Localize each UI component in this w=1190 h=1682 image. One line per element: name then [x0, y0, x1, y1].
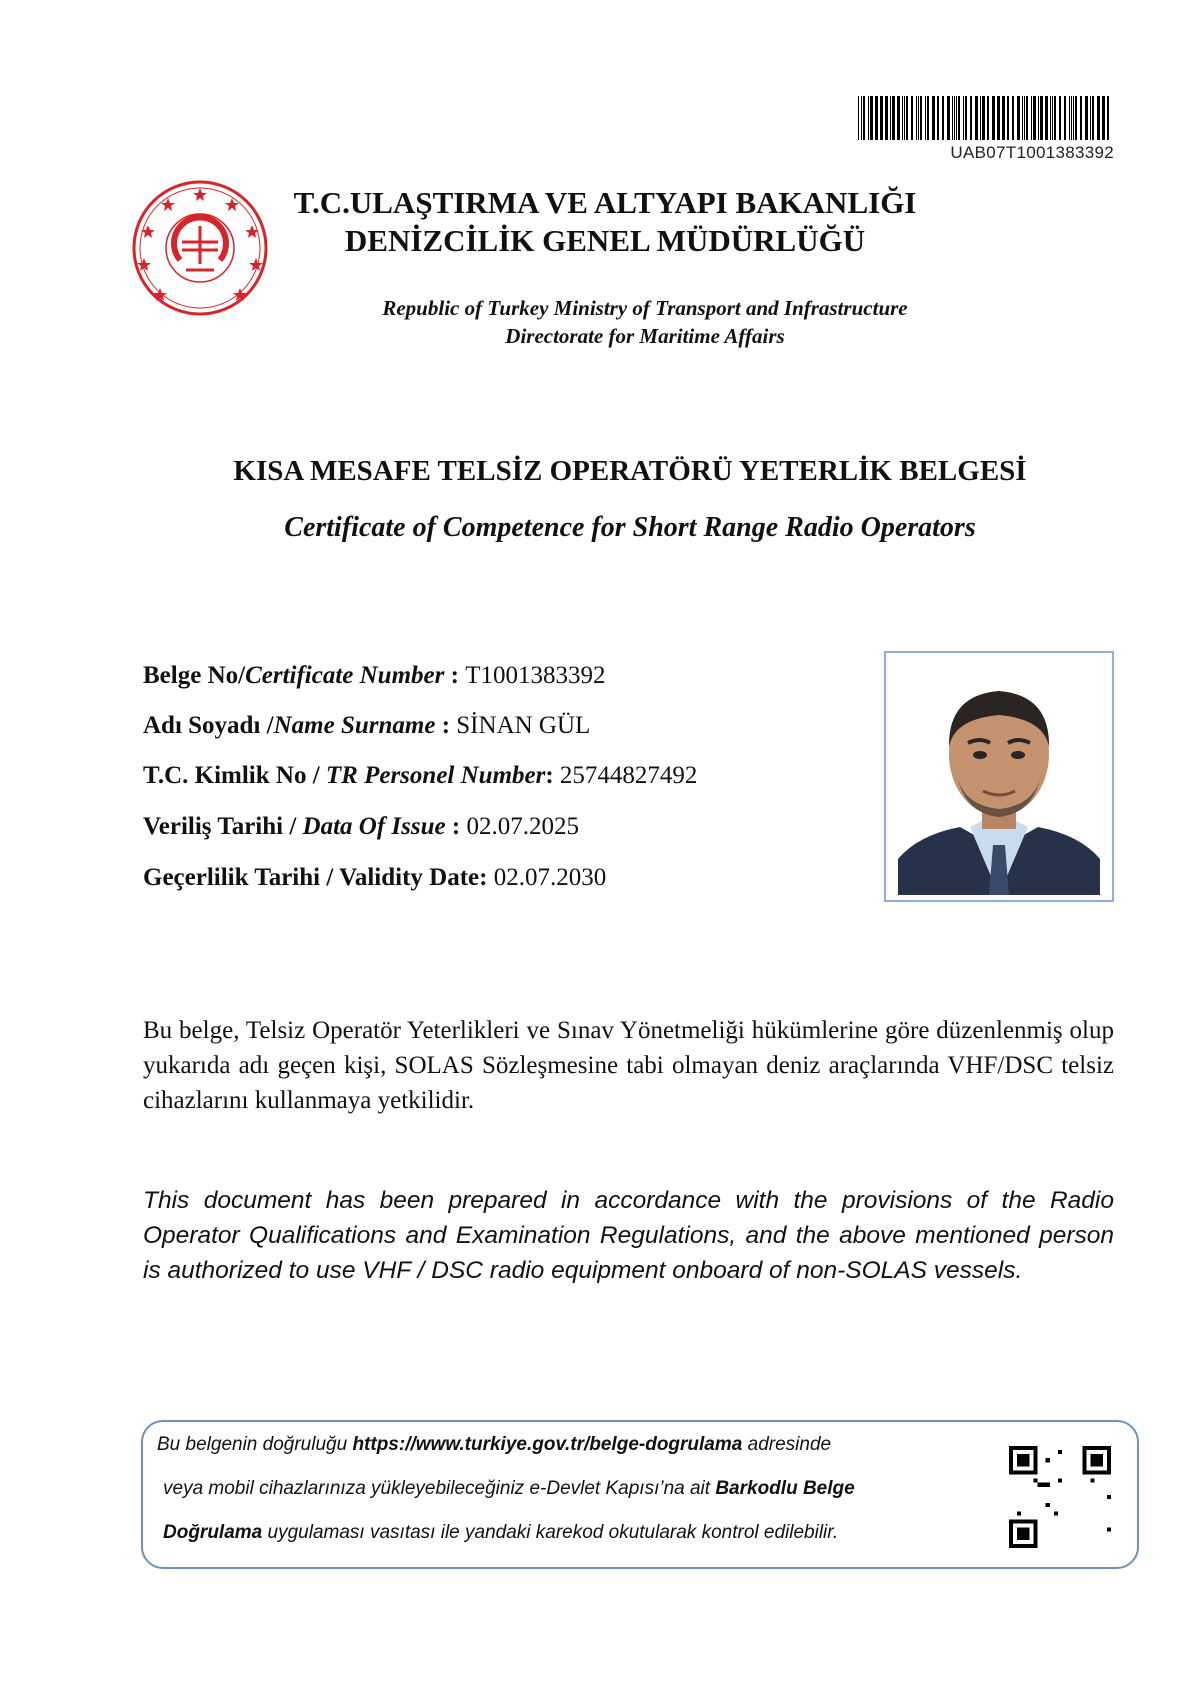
directorate-name-tr: DENİZCİLİK GENEL MÜDÜRLÜĞÜ: [344, 223, 866, 258]
field-name-surname: Adı Soyadı /Name Surname : SİNAN GÜL: [143, 712, 591, 739]
verification-line-1: Bu belgenin doğruluğu https://www.turkiye.gov.tr/belge-dogrulama adresinde: [157, 1434, 832, 1455]
barcode-image: [858, 96, 1114, 144]
verification-line-3: Doğrulama uygulaması vasıtası ile yandaki karekod okutularak kontrol edilebilir.: [163, 1522, 839, 1543]
verification-url-link[interactable]: https://www.turkiye.gov.tr/belge-dogrulama: [352, 1434, 743, 1455]
verification-box: [141, 1420, 1139, 1569]
statement-text-tr: Bu belge, Telsiz Operatör Yeterlikleri ve Sınav Yönetmeliği hükümlerine göre düzenlenmiş olup yukarıda adı geçen kişi, SOLAS Sözleşmesine tabi olmayan deniz araçlarında VHF/DSC telsiz cihazlarını kullanmaya yetkilidir.: [143, 1017, 1114, 1114]
certificate-title-tr: KISA MESAFE TELSİZ OPERATÖRÜ YETERLİK BELGESİ: [233, 455, 1027, 487]
holder-photo-frame: [884, 651, 1114, 902]
field-issue-date: Veriliş Tarihi / Data Of Issue : 02.07.2025: [143, 813, 579, 840]
certificate-title-en: Certificate of Competence for Short Range Radio Operators: [284, 512, 976, 543]
field-certificate-number: Belge No/Certificate Number : T1001383392: [143, 662, 606, 689]
directorate-name-en: Directorate for Maritime Affairs: [505, 324, 785, 348]
verification-line-2: veya mobil cihazlarınıza yükleyebileceğiniz e-Devlet Kapısı’na ait Barkodlu Belge: [163, 1478, 855, 1499]
statement-text-en: This document has been prepared in accordance with the provisions of the Radio Operator Qualifications and Examination Regulations, and the above mentioned person is authorized to use VHF / DSC radio equipment onboard of non-SOLAS vessels.: [143, 1187, 1114, 1284]
field-id-number: T.C. Kimlik No / TR Personel Number: 25744827492: [143, 762, 698, 789]
holder-photo: [898, 659, 1100, 895]
qr-code[interactable]: [1009, 1446, 1111, 1548]
ministry-name-tr: T.C.ULAŞTIRMA VE ALTYAPI BAKANLIĞI: [293, 185, 917, 220]
field-validity-date: Geçerlilik Tarihi / Validity Date: 02.07.2030: [143, 864, 607, 891]
ministry-name-en: Republic of Turkey Ministry of Transport and Infrastructure: [382, 296, 908, 320]
barcode-number: UAB07T1001383392: [950, 143, 1114, 162]
